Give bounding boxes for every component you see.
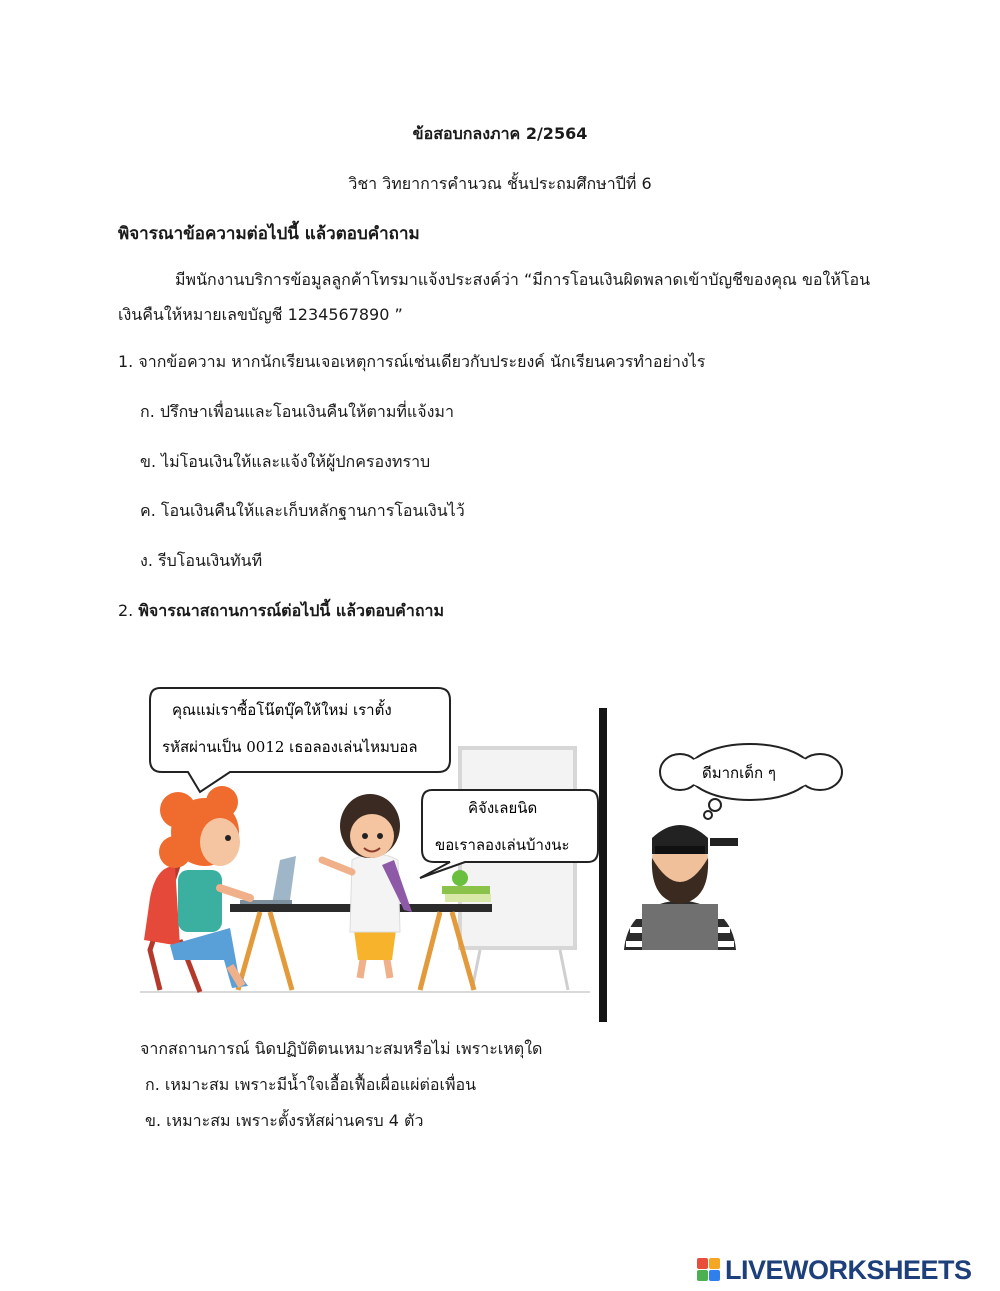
question-1-option-a[interactable]: ก. ปรึกษาเพื่อนและโอนเงินคืนให้ตามที่แจ้งมา xyxy=(140,402,454,421)
logo-text: LIVEWORKSHEETS xyxy=(725,1255,972,1285)
question-1-option-c[interactable]: ค. โอนเงินคืนให้และเก็บหลักฐานการโอนเงินไว้ xyxy=(140,501,465,520)
scenario-line-1: มีพนักงานบริการข้อมูลลูกค้าโทรมาแจ้งประสงค์ว่า “มีการโอนเงินผิดพลาดเข้าบัญชีของคุณ ขอให้โอน xyxy=(175,270,871,289)
whiteboard xyxy=(460,748,575,990)
girl-character xyxy=(144,786,250,992)
logo-square-icon xyxy=(709,1270,720,1281)
speech-bubble-1 xyxy=(150,688,450,792)
bubble-2-line-2: ขอเราลองเล่นบ้างนะ xyxy=(435,836,570,854)
question-2-text: พิจารณาสถานการณ์ต่อไปนี้ แล้วตอบคำถาม xyxy=(138,601,445,620)
scenario-line-2: เงินคืนให้หมายเลขบัญชี 1234567890 ” xyxy=(118,305,403,324)
question-1-option-d[interactable]: ง. รีบโอนเงินทันที xyxy=(140,551,263,570)
logo-mark-icon xyxy=(697,1258,721,1282)
bubble-1-line-2: รหัสผ่านเป็น 0012 เธอลองเล่นไหมบอล xyxy=(162,738,418,756)
logo-square-icon xyxy=(697,1258,708,1269)
bubble-2-line-1: คิจังเลยนิด xyxy=(468,799,538,817)
bubble-1-line-1: คุณแม่เราซื้อโน๊ตบุ๊คให้ใหม่ เราตั้ง xyxy=(172,701,392,719)
liveworksheets-logo[interactable] xyxy=(697,1255,972,1285)
divider-wall xyxy=(599,708,607,1022)
question-2-option-b[interactable]: ข. เหมาะสม เพราะตั้งรหัสผ่านครบ 4 ตัว xyxy=(145,1111,424,1130)
scenario-illustration xyxy=(120,660,880,1040)
thief-character xyxy=(624,825,738,950)
instruction-heading: พิจารณาข้อความต่อไปนี้ แล้วตอบคำถาม xyxy=(118,224,420,244)
boy-character xyxy=(322,794,412,978)
question-2 xyxy=(118,601,444,621)
question-1-option-b[interactable]: ข. ไม่โอนเงินให้และแจ้งให้ผู้ปกครองทราบ xyxy=(140,452,431,471)
question-2-number: 2. xyxy=(118,601,134,620)
question-2-prompt: จากสถานการณ์ นิดปฏิบัติตนเหมาะสมหรือไม่ เพราะเหตุใด xyxy=(140,1039,543,1058)
question-2-option-a[interactable]: ก. เหมาะสม เพราะมีน้ำใจเอื้อเฟื้อเผื่อแผ่ต่อเพื่อน xyxy=(145,1075,477,1094)
question-1: 1. จากข้อความ หากนักเรียนเจอเหตุการณ์เช่นเดียวกับประยงค์ นักเรียนควรทำอย่างไร xyxy=(118,352,706,371)
exam-title: ข้อสอบกลงภาค 2/2564 xyxy=(412,124,588,143)
logo-square-icon xyxy=(697,1270,708,1281)
subject-line: วิชา วิทยาการคำนวณ ชั้นประถมศึกษาปีที่ 6 xyxy=(348,174,652,193)
logo-square-icon xyxy=(709,1258,720,1269)
thought-text: ดีมากเด็ก ๆ xyxy=(702,764,776,782)
thought-bubble xyxy=(660,744,842,819)
